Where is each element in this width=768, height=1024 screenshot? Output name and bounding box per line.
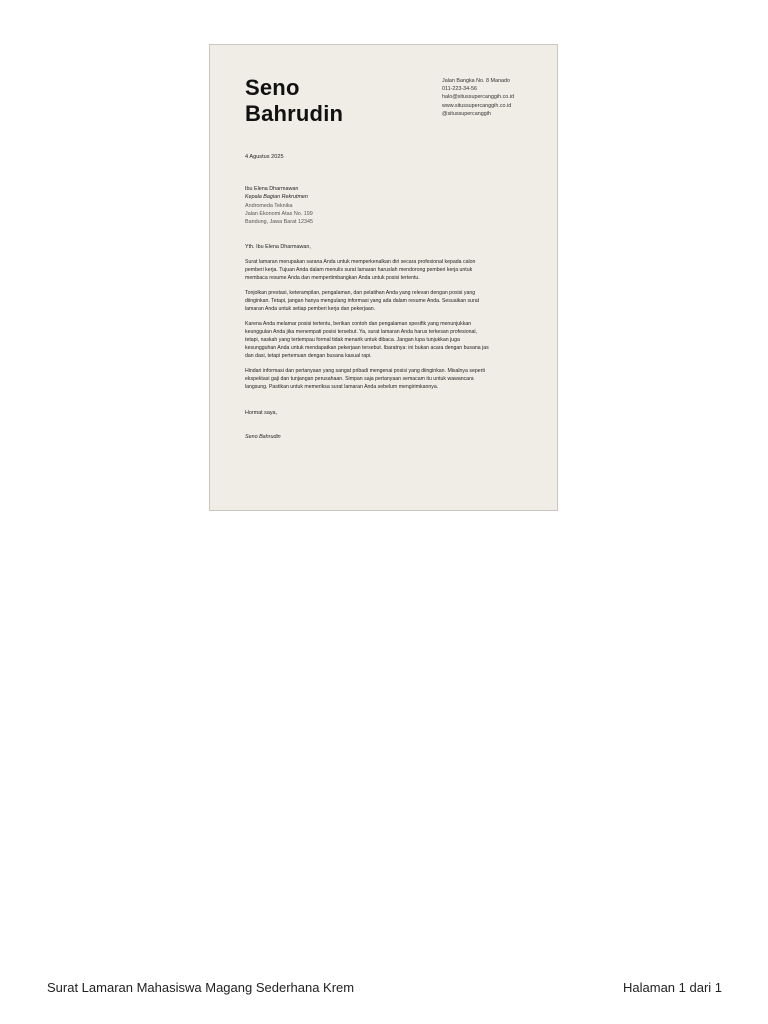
sender-first-name: Seno: [245, 75, 300, 100]
body-paragraph: [245, 290, 525, 313]
letter-page: [209, 44, 558, 511]
recipient-city: Bandung, Jawa Barat 12345: [245, 219, 314, 226]
body-line: membaca resume Anda dan mempertimbangkan Anda untuk posisi tertentu.: [245, 274, 420, 281]
letter-body: [245, 259, 525, 399]
body-line: kesungguhan Anda untuk mendapatkan pekerjaan tersebut. Ibaratnya: ini bukan acara dengan busana jas: [245, 344, 489, 351]
body-line: lamaran Anda untuk setiap pemberi kerja dan pekerjaan.: [245, 305, 376, 312]
body-line: keunggulan Anda jika menempati posisi tersebut. Ya, surat lamaran Anda harus terkesan profesional,: [245, 329, 477, 336]
signature: Seno Bahrudin: [245, 434, 281, 440]
body-line: Hindari informasi dan pertanyaan yang sangat pribadi mengenai posisi yang diinginkan. Misalnya seperti: [245, 368, 485, 375]
salutation: Yth. Ibu Elena Dharmawan,: [245, 244, 311, 250]
recipient-name: Ibu Elena Dharmawan: [245, 186, 299, 192]
body-paragraph: [245, 368, 525, 391]
recipient-company: Andromeda Teknika: [245, 202, 293, 209]
sender-phone: 011-223-34-56: [442, 86, 477, 93]
body-line: Tonjolkan prestasi, keterampilan, pengalaman, dan pelatihan Anda yang relevan dengan posisi yang: [245, 290, 476, 297]
body-paragraph: [245, 259, 525, 282]
body-line: dan dasi, tetapi pertemuan dengan busana kasual rapi.: [245, 352, 372, 359]
body-line: Surat lamaran merupakan sarana Anda untuk memperkenalkan diri secara profesional kepada calon: [245, 259, 476, 265]
sender-website: www.situssupercanggih.co.id: [442, 102, 512, 109]
document-title: Surat Lamaran Mahasiswa Magang Sederhana Krem: [47, 980, 355, 995]
closing: Hormat saya,: [245, 410, 278, 416]
sender-address: Jalan Bangka No. 8 Manado: [442, 78, 511, 84]
body-line: diinginkan. Tetapi, jangan hanya mengulang informasi yang ada dalam resume Anda. Sesuaikan surat: [245, 297, 480, 304]
sender-email: halo@situssupercanggih.co.id: [442, 94, 514, 101]
page-indicator: Halaman 1 dari 1: [623, 980, 722, 995]
recipient-role: Kepala Bagian Rekrutmen: [245, 194, 308, 201]
recipient-street: Jalan Ekonomi Atas No. 199: [245, 210, 313, 217]
recipient-block: [245, 185, 313, 226]
body-line: ekspektasi gaji dan tunjangan perusahaan. Simpan saja pertanyaan semacam itu untuk wawancara: [245, 375, 474, 382]
sender-contact: [442, 77, 514, 118]
body-line: Karena Anda melamar posisi tertentu, berikan contoh dan pengalaman spesifik yang menunjukkan: [245, 321, 472, 328]
sender-last-name: Bahrudin: [245, 101, 344, 126]
letter-date: 4 Agustus 2025: [245, 154, 284, 160]
body-line: langsung. Pastikan untuk memeriksa surat lamaran Anda sebelum mengirimkannya.: [245, 383, 439, 390]
sender-social: @situssupercanggih: [442, 110, 491, 117]
body-line: tetapi, naskah yang tertempau formal tidak menarik untuk dibaca. Jangan lupa tunjukkan juga: [245, 336, 460, 343]
body-line: pemberi kerja. Tujuan Anda dalam menulis surat lamaran haruslah mendorong pemberi kerja untuk: [245, 266, 473, 273]
sender-name: [245, 75, 343, 127]
body-paragraph: [245, 321, 525, 360]
